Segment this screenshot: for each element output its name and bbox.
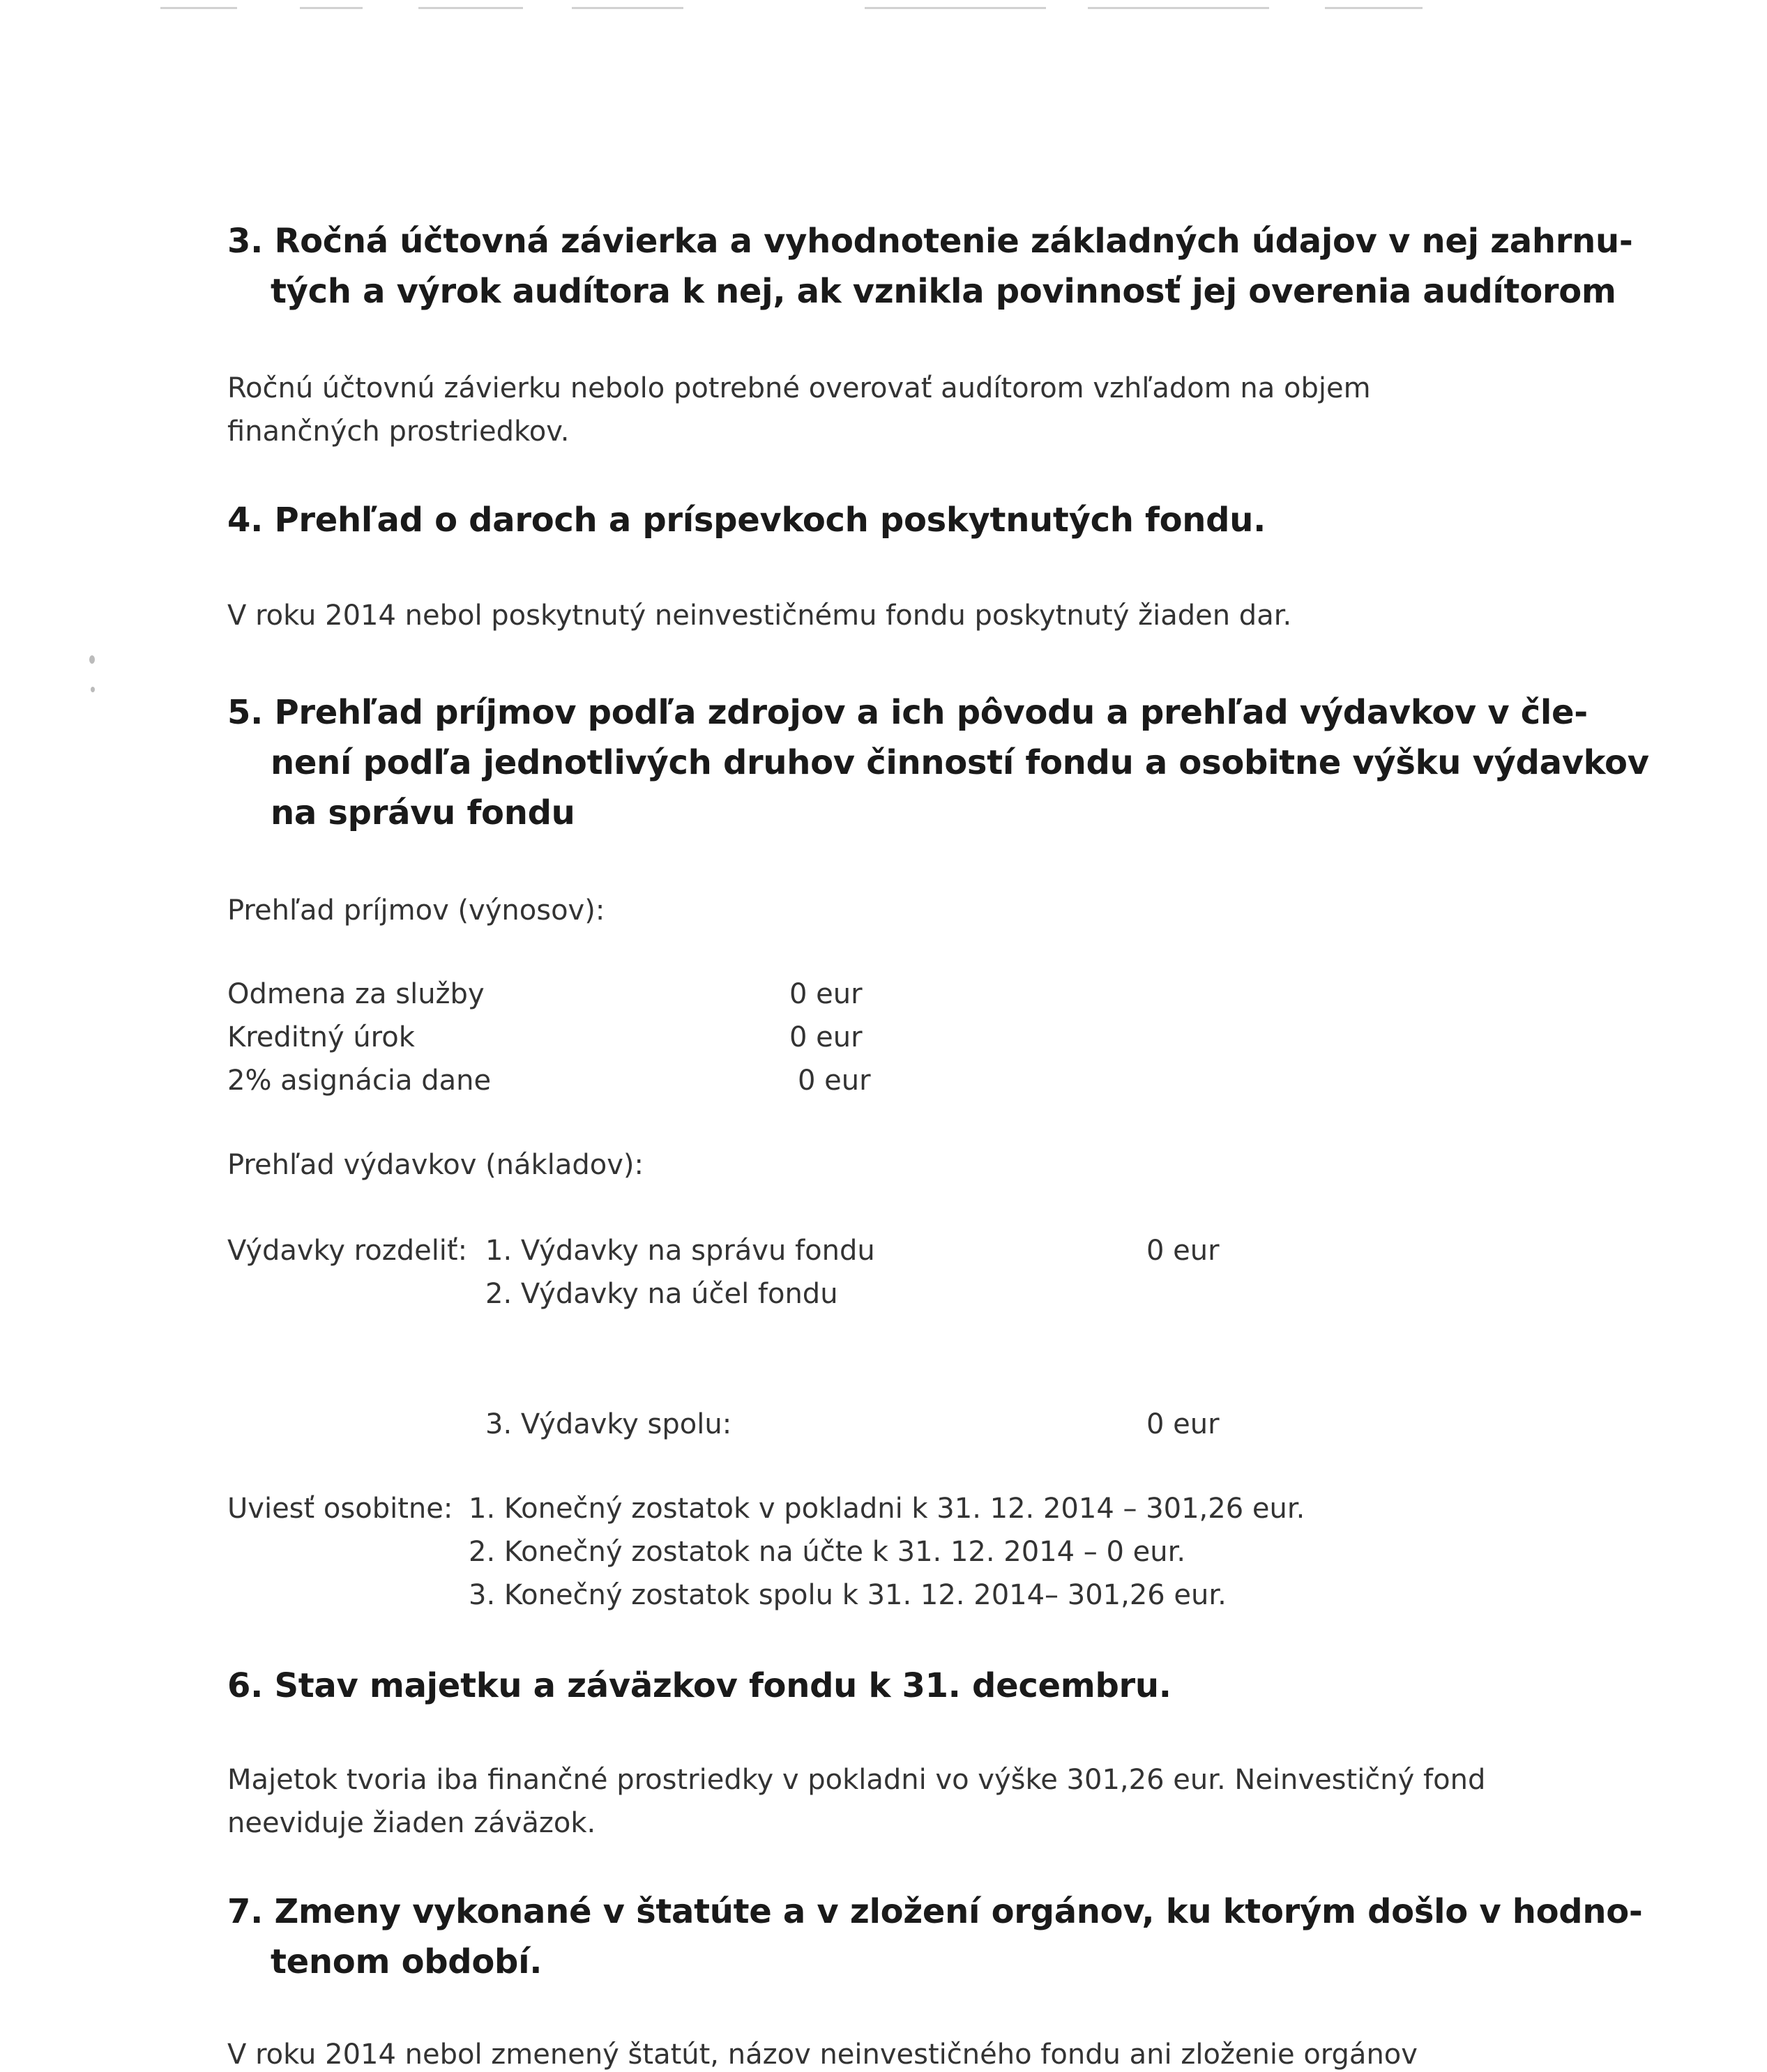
section-3-body-cont: finančných prostriedkov. (227, 416, 570, 448)
section-5-heading: 5. Prehľad príjmov podľa zdrojov a ich pôvodu a prehľad výdavkov v čle- (227, 693, 1588, 732)
balance-item: 1. Konečný zostatok v pokladni k 31. 12. 2014 – 301,26 eur. (469, 1493, 1305, 1525)
section-5-heading-cont: na správu fondu (271, 793, 575, 832)
section-7-heading: 7. Zmeny vykonané v štatúte a v zložení orgánov, ku ktorým došlo v hodno- (227, 1892, 1643, 1931)
section-5-heading-cont: není podľa jednotlivých druhov činností fondu a osobitne výšku výdavkov (271, 743, 1649, 782)
section-4-heading: 4. Prehľad o daroch a príspevkoch poskytnutých fondu. (227, 501, 1266, 540)
section-7-heading-cont: tenom období. (271, 1942, 543, 1981)
scan-speck (91, 687, 95, 692)
balance-item: 3. Konečný zostatok spolu k 31. 12. 2014– 301,26 eur. (469, 1579, 1227, 1611)
expense-item-label: 1. Výdavky na správu fondu (485, 1235, 875, 1267)
income-item-label: 2% asignácia dane (227, 1065, 492, 1097)
income-item-label: Odmena za služby (227, 978, 485, 1010)
scan-artifact (1325, 7, 1423, 9)
section-6-body-cont: neeviduje žiaden záväzok. (227, 1807, 596, 1839)
expense-item-value: 0 eur (1146, 1408, 1220, 1440)
expense-item-label: 2. Výdavky na účel fondu (485, 1278, 838, 1310)
section-4-body: V roku 2014 nebol poskytnutý neinvestičnému fondu poskytnutý žiaden dar. (227, 600, 1292, 632)
section-3-body: Ročnú účtovnú závierku nebolo potrebné overovať audítorom vzhľadom na objem (227, 372, 1371, 404)
section-6-body: Majetok tvoria iba finančné prostriedky v pokladni vo výške 301,26 eur. Neinvestičný fond (227, 1764, 1486, 1796)
scan-speck (89, 655, 95, 664)
expense-item-label: 3. Výdavky spolu: (485, 1408, 732, 1440)
scan-artifact (572, 7, 683, 9)
income-item-label: Kreditný úrok (227, 1021, 415, 1053)
section-3-heading-cont: tých a výrok audítora k nej, ak vznikla povinnosť jej overenia audítorom (271, 272, 1616, 311)
income-item-value: 0 eur (789, 1021, 863, 1053)
balance-intro: Uviesť osobitne: (227, 1493, 453, 1525)
income-item-value: 0 eur (798, 1065, 871, 1097)
income-title: Prehľad príjmov (výnosov): (227, 894, 605, 927)
scan-artifact (1088, 7, 1269, 9)
expense-item-value: 0 eur (1146, 1235, 1220, 1267)
scan-artifact (865, 7, 1046, 9)
expense-intro: Výdavky rozdeliť: (227, 1235, 468, 1267)
expense-title: Prehľad výdavkov (nákladov): (227, 1149, 644, 1181)
scan-artifact (300, 7, 363, 9)
balance-item: 2. Konečný zostatok na účte k 31. 12. 2014 – 0 eur. (469, 1536, 1186, 1568)
section-7-body: V roku 2014 nebol zmenený štatút, názov neinvestičného fondu ani zloženie orgánov (227, 2039, 1418, 2071)
scan-artifact (160, 7, 237, 9)
section-6-heading: 6. Stav majetku a záväzkov fondu k 31. decembru. (227, 1666, 1171, 1705)
income-item-value: 0 eur (789, 978, 863, 1010)
scan-artifact (418, 7, 523, 9)
section-3-heading: 3. Ročná účtovná závierka a vyhodnotenie základných údajov v nej zahrnu- (227, 222, 1633, 261)
